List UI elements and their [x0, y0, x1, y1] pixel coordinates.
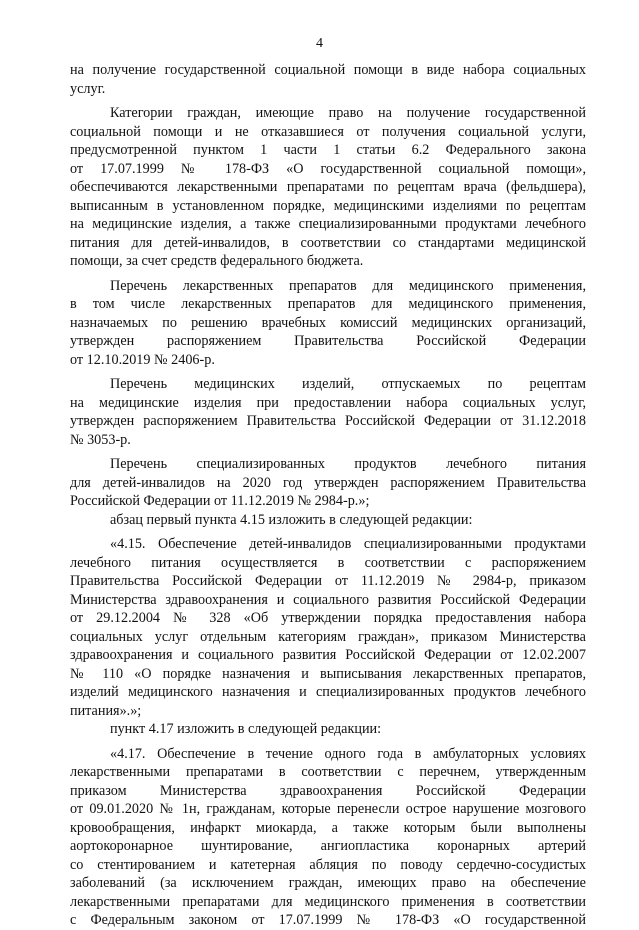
text-line: утвержден распоряжением Правительства Российской Федерации	[70, 333, 586, 349]
text-line: услуг.	[70, 80, 106, 97]
text-line: Российской Федерации от 11.12.2019 № 2984-р.»;	[70, 493, 370, 509]
text-line: на медицинские изделия, а также специализированными продуктами лечебного	[70, 216, 586, 232]
text-line: для детей-инвалидов на 2020 год утвержден распоряжением Правительства	[70, 474, 586, 491]
text-line: от 29.12.2004 № 328 «Об утверждении порядка предоставления набора	[70, 610, 586, 626]
text-line: социальных услуг отдельным категориям граждан», приказом Министерства	[70, 628, 586, 645]
text-line: со стентированием и катетерная абляция по поводу сердечно-сосудистых	[70, 856, 586, 873]
text-line: изделий медицинского назначения и специализированных продуктов лечебного	[70, 684, 586, 700]
text-line: Перечень специализированных продуктов лечебного питания	[110, 456, 586, 472]
text-line: питания».»;	[70, 702, 142, 719]
text-line: заболеваний (за исключением граждан, имеющих право на обеспечение	[70, 875, 586, 891]
text-line: аортокоронарное шунтирование, ангиопластика коронарных артерий	[70, 838, 586, 854]
paragraph	[70, 61, 586, 98]
text-line: предусмотренной пунктом 1 части 1 статьи 6.2 Федерального закона	[70, 142, 586, 158]
text-line: от 17.07.1999 № 178-ФЗ «О государственной социальной помощи»,	[70, 160, 586, 177]
text-line: с Федеральным законом от 17.07.1999 № 178-ФЗ «О государственной	[70, 912, 586, 928]
text-line: Категории граждан, имеющие право на получение государственной	[110, 105, 586, 121]
text-line: Перечень лекарственных препаратов для медицинского применения,	[110, 277, 586, 294]
paragraph	[70, 455, 586, 511]
text-line: на получение государственной социальной помощи в виде набора социальных	[70, 62, 586, 78]
text-line: кровообращения, инфаркт миокарда, а также которым были выполнены	[70, 819, 586, 836]
text-line: Министерства здравоохранения и социального развития Российской Федерации	[70, 591, 586, 608]
paragraph	[70, 511, 586, 530]
text-line: обеспечиваются лекарственными препаратами по рецептам врача (фельдшера),	[70, 179, 586, 195]
text-line: здравоохранения и социального развития Российской Федерации от 12.02.2007	[70, 647, 586, 663]
text-line: пункт 4.17 изложить в следующей редакции:	[110, 721, 382, 737]
text-line: Правительства Российской Федерации от 11.12.2019 № 2984-р, приказом	[70, 573, 586, 589]
text-line: выписанным в установленном порядке, медицинскими изделиями по рецептам	[70, 197, 586, 214]
text-line: питания для детей-инвалидов, в соответствии со стандартами медицинской	[70, 234, 586, 251]
text-line: лекарственными препаратами для медицинского применения в соответствии	[70, 893, 586, 910]
text-line: № 110 «О порядке назначения и выписывания лекарственных препаратов,	[70, 665, 586, 682]
text-line: в том числе лекарственных препаратов для медицинского применения,	[70, 296, 586, 312]
text-line: лекарственными препаратами в соответствии с перечнем, утвержденным	[70, 764, 586, 780]
text-line: абзац первый пункта 4.15 изложить в следующей редакции:	[110, 511, 473, 528]
text-line: от 12.10.2019 № 2406-р.	[70, 351, 215, 368]
text-line: помощи, за счет средств федерального бюджета.	[70, 253, 364, 269]
text-line: приказом Министерства здравоохранения Российской Федерации	[70, 782, 586, 799]
text-line: назначаемых по решению врачебных комиссий медицинских организаций,	[70, 314, 586, 331]
text-line: на медицинские изделия при предоставлении набора социальных услуг,	[70, 394, 586, 411]
text-line: от 09.01.2020 № 1н, гражданам, которые перенесли острое нарушение мозгового	[70, 801, 586, 817]
paragraph	[70, 277, 586, 370]
paragraph	[70, 720, 586, 739]
text-line: утвержден распоряжением Правительства Российской Федерации от 31.12.2018	[70, 413, 586, 429]
text-line: № 3053-р.	[70, 431, 131, 448]
text-line: социальной помощи и не отказавшиеся от получения социальной услуги,	[70, 123, 586, 140]
document-body	[70, 61, 586, 930]
paragraph	[70, 535, 586, 720]
paragraph	[70, 745, 586, 930]
paragraph	[70, 375, 586, 449]
page-number: 4	[316, 36, 323, 51]
text-line: «4.15. Обеспечение детей-инвалидов специализированными продуктами	[110, 536, 586, 552]
paragraph	[70, 104, 586, 271]
text-line: Перечень медицинских изделий, отпускаемых по рецептам	[110, 376, 586, 392]
text-line: лечебного питания осуществляется в соответствии с распоряжением	[70, 554, 586, 571]
text-line: «4.17. Обеспечение в течение одного года в амбулаторных условиях	[110, 745, 586, 762]
